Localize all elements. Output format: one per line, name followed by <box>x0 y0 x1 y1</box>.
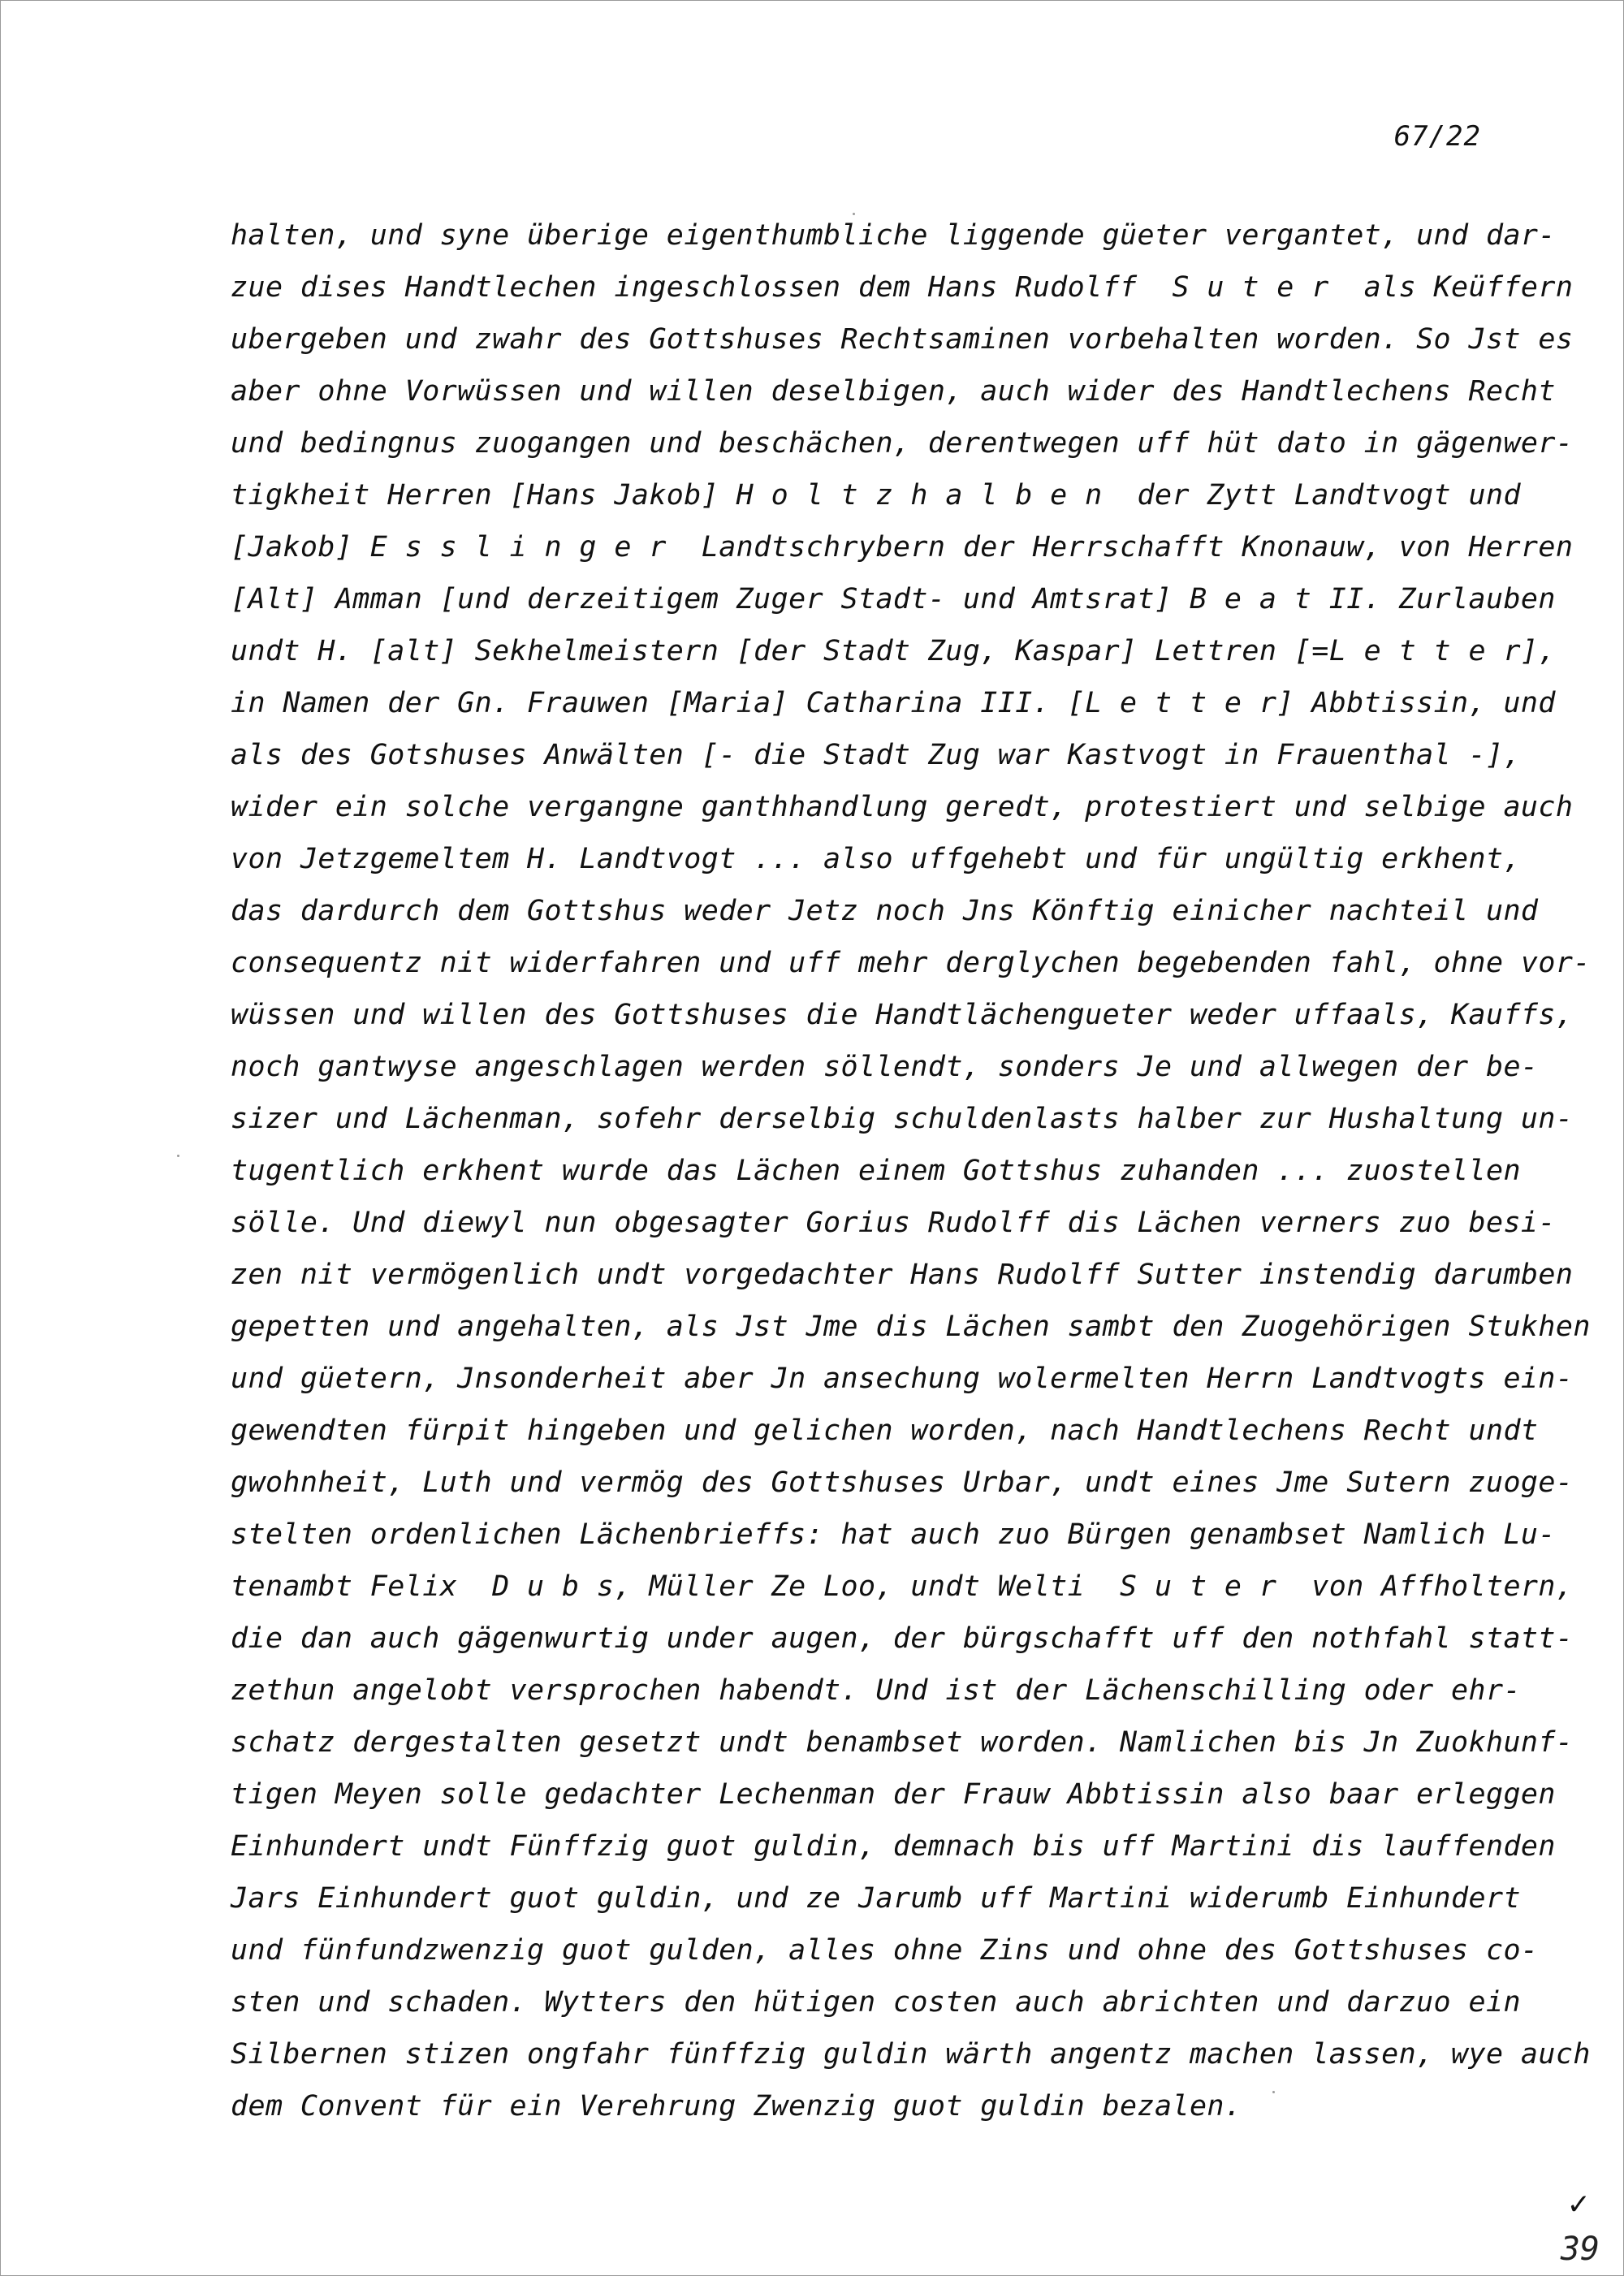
text-line: noch gantwyse angeschlagen werden söllendt, sonders Je und allwegen der be- <box>231 1051 1539 1083</box>
text-line: [Alt] Amman [und derzeitigem Zuger Stadt- und Amtsrat] B e a t II. Zurlauben <box>231 583 1556 615</box>
text-line: und fünfundzwenzig guot gulden, alles ohne Zins und ohne des Gottshuses co- <box>231 1934 1539 1967</box>
text-line: das dardurch dem Gottshus weder Jetz noch Jns Könftig einicher nachteil und <box>231 895 1539 927</box>
text-line: consequentz nit widerfahren und uff mehr derglychen begebenden fahl, ohne vor- <box>231 947 1591 979</box>
text-line: zethun angelobt versprochen habendt. Und ist der Lächenschilling oder ehr- <box>231 1674 1521 1707</box>
text-line: sölle. Und diewyl nun obgesagter Gorius Rudolff dis Lächen verners zuo besi- <box>231 1207 1556 1239</box>
text-line: aber ohne Vorwüssen und willen deselbigen, auch wider des Handtlechens Recht <box>231 375 1556 408</box>
text-line: dem Convent für ein Verehrung Zwenzig guot guldin bezalen. <box>231 2090 1242 2123</box>
text-line: halten, und syne überige eigenthumbliche liggende güeter vergantet, und dar- <box>231 219 1556 252</box>
text-line: und bedingnus zuogangen und beschächen, derentwegen uff hüt dato in gägenwer- <box>231 427 1574 460</box>
check-mark: ✓ <box>1568 2185 1588 2222</box>
text-line: stelten ordenlichen Lächenbrieffs: hat auch zuo Bürgen genambset Namlich Lu- <box>231 1518 1556 1551</box>
text-line: zen nit vermögenlich undt vorgedachter Hans Rudolff Sutter instendig darumben <box>231 1259 1574 1291</box>
text-line: ubergeben und zwahr des Gottshuses Rechtsaminen vorbehalten worden. So Jst es <box>231 323 1574 356</box>
text-line: sten und schaden. Wytters den hütigen costen auch abrichten und darzuo ein <box>231 1986 1521 2019</box>
text-line: tigkheit Herren [Hans Jakob] H o l t z h a l b e n der Zytt Landtvogt und <box>231 479 1521 512</box>
text-line: tugentlich erkhent wurde das Lächen einem Gottshus zuhanden ... zuostellen <box>231 1155 1521 1187</box>
speck <box>177 1155 179 1157</box>
text-line: gepetten und angehalten, als Jst Jme dis Lächen sambt den Zuogehörigen Stukhen <box>231 1311 1591 1343</box>
text-line: sizer und Lächenman, sofehr derselbig schuldenlasts halber zur Hushaltung un- <box>231 1103 1574 1135</box>
text-line: tigen Meyen solle gedachter Lechenman der Frauw Abbtissin also baar erleggen <box>231 1778 1556 1811</box>
text-line: wider ein solche vergangne ganthhandlung geredt, protestiert und selbige auch <box>231 791 1574 823</box>
body-text <box>231 209 1591 2132</box>
speck <box>853 213 855 215</box>
text-line: gwohnheit, Luth und vermög des Gottshuses Urbar, undt eines Jme Sutern zuoge- <box>231 1466 1574 1499</box>
margin-note: 39 <box>1560 2231 1600 2268</box>
text-line: schatz dergestalten gesetzt undt benambset worden. Namlichen bis Jn Zuokhunf- <box>231 1726 1574 1759</box>
text-line: [Jakob] E s s l i n g e r Landtschrybern der Herrschafft Knonauw, von Herren <box>231 531 1574 564</box>
text-line: undt H. [alt] Sekhelmeistern [der Stadt Zug, Kaspar] Lettren [=L e t t e r], <box>231 635 1556 667</box>
text-line: Einhundert undt Fünffzig guot guldin, demnach bis uff Martini dis lauffenden <box>231 1830 1556 1863</box>
text-line: die dan auch gägenwurtig under augen, der bürgschafft uff den nothfahl statt- <box>231 1622 1574 1655</box>
text-line: in Namen der Gn. Frauwen [Maria] Catharina III. [L e t t e r] Abbtissin, und <box>231 687 1556 719</box>
page-number: 67/22 <box>1393 120 1481 153</box>
speck <box>1272 2091 1275 2093</box>
text-line: von Jetzgemeltem H. Landtvogt ... also uffgehebt und für ungültig erkhent, <box>231 843 1521 875</box>
text-line: wüssen und willen des Gottshuses die Handtlächengueter weder uffaals, Kauffs, <box>231 999 1574 1031</box>
text-line: gewendten fürpit hingeben und gelichen worden, nach Handtlechens Recht undt <box>231 1414 1539 1447</box>
text-line: zue dises Handtlechen ingeschlossen dem Hans Rudolff S u t e r als Keüffern <box>231 271 1574 304</box>
text-line: als des Gotshuses Anwälten [- die Stadt Zug war Kastvogt in Frauenthal -], <box>231 739 1521 771</box>
text-line: tenambt Felix D u b s, Müller Ze Loo, undt Welti S u t e r von Affholtern, <box>231 1570 1574 1603</box>
text-line: Jars Einhundert guot guldin, und ze Jarumb uff Martini widerumb Einhundert <box>231 1882 1521 1915</box>
text-line: und güetern, Jnsonderheit aber Jn ansechung wolermelten Herrn Landtvogts ein- <box>231 1363 1574 1395</box>
text-line: Silbernen stizen ongfahr fünffzig guldin wärth angentz machen lassen, wye auch <box>231 2038 1591 2071</box>
